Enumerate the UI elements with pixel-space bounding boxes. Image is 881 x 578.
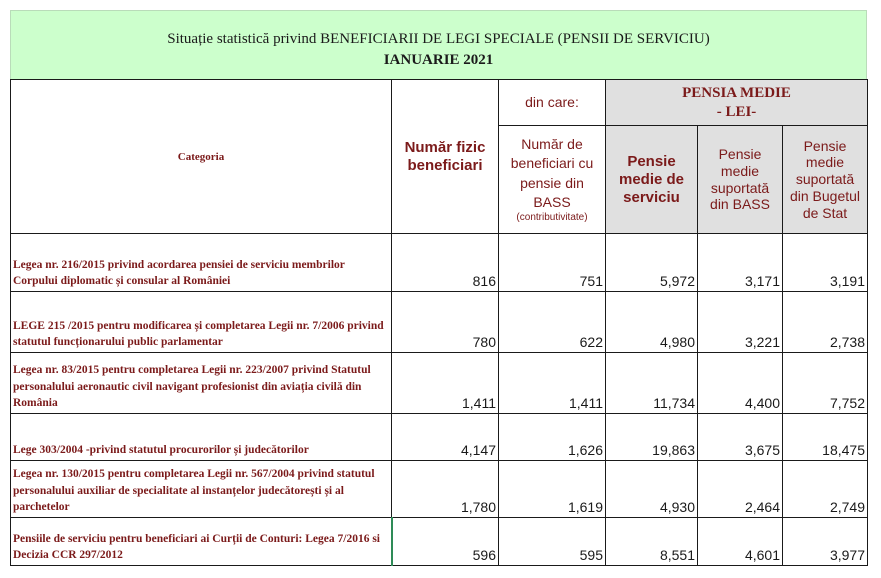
report-title: Situație statistică privind BENEFICIARII DE LEGI SPECIALE (PENSII DE SERVICIU) xyxy=(167,31,710,47)
row-pensie-serviciu: 11,734 xyxy=(606,353,698,414)
table-row xyxy=(11,414,868,461)
table-row xyxy=(11,234,868,292)
row-numar-fizic: 1,411 xyxy=(392,353,499,414)
row-pensie-buget: 2,749 xyxy=(783,461,868,518)
row-numar-bass: 595 xyxy=(499,518,606,566)
row-pensie-buget: 18,475 xyxy=(783,414,868,461)
row-numar-fizic: 4,147 xyxy=(392,414,499,461)
header-pensia-medie xyxy=(606,80,868,126)
statistics-sheet xyxy=(10,10,867,566)
table-row xyxy=(11,353,868,414)
row-pensie-serviciu: 4,930 xyxy=(606,461,698,518)
row-categoria: Legea nr. 83/2015 pentru completarea Legii nr. 223/2007 privind Statutul personalului aeronautic civil navigant profesionist din aviația civilă din România xyxy=(11,353,392,414)
row-numar-bass: 1,626 xyxy=(499,414,606,461)
row-pensie-bass: 4,400 xyxy=(698,353,783,414)
row-numar-fizic: 816 xyxy=(392,234,499,292)
header-bass-main: Număr de beneficiari cu pensie din BASS xyxy=(510,136,594,210)
row-pensie-buget: 3,191 xyxy=(783,234,868,292)
row-numar-bass: 751 xyxy=(499,234,606,292)
row-numar-bass: 622 xyxy=(499,292,606,353)
header-pensie-bass: Pensie medie suportată din BASS xyxy=(698,126,783,234)
row-pensie-serviciu: 4,980 xyxy=(606,292,698,353)
header-bass-beneficiari xyxy=(499,126,606,234)
header-pensia-medie-label: PENSIA MEDIE xyxy=(682,84,791,101)
row-categoria: Legea nr. 130/2015 pentru completarea Legii nr. 567/2004 privind statutul personalului auxiliar de specialitate al instanțelor judecătorești și al parchetelor xyxy=(11,461,392,518)
row-pensie-serviciu: 19,863 xyxy=(606,414,698,461)
table-row xyxy=(11,461,868,518)
report-period: IANUARIE 2021 xyxy=(383,52,494,68)
header-pensie-buget: Pensie medie suportată din Bugetul de Stat xyxy=(783,126,868,234)
row-numar-bass: 1,411 xyxy=(499,353,606,414)
row-pensie-buget: 2,738 xyxy=(783,292,868,353)
row-numar-fizic: 780 xyxy=(392,292,499,353)
row-numar-fizic: 1,780 xyxy=(392,461,499,518)
row-pensie-bass: 3,221 xyxy=(698,292,783,353)
row-categoria: LEGE 215 /2015 pentru modificarea și completarea Legii nr. 7/2006 privind statutul funcționarului public parlamentar xyxy=(11,292,392,353)
row-categoria: Pensiile de serviciu pentru beneficiari ai Curții de Conturi: Legea 7/2016 si Decizia CCR 297/2012 xyxy=(11,518,392,566)
title-banner xyxy=(10,10,867,79)
row-pensie-bass: 3,675 xyxy=(698,414,783,461)
row-pensie-bass: 2,464 xyxy=(698,461,783,518)
row-numar-bass: 1,619 xyxy=(499,461,606,518)
header-lei-label: - LEI- xyxy=(716,103,757,120)
row-pensie-buget: 3,977 xyxy=(783,518,868,566)
table-row xyxy=(11,518,868,566)
header-bass-note: (contributivitate) xyxy=(516,211,588,223)
beneficiaries-table xyxy=(10,79,868,566)
row-pensie-bass: 4,601 xyxy=(698,518,783,566)
row-pensie-serviciu: 5,972 xyxy=(606,234,698,292)
row-categoria: Legea nr. 216/2015 privind acordarea pensiei de serviciu membrilor Corpului diplomatic și consular al României xyxy=(11,234,392,292)
header-numar-fizic: Număr fizic beneficiari xyxy=(392,80,499,234)
header-categoria: Categoria xyxy=(11,80,392,234)
row-numar-fizic: 596 xyxy=(392,518,499,566)
row-pensie-serviciu: 8,551 xyxy=(606,518,698,566)
row-categoria: Lege 303/2004 -privind statutul procurorilor și judecătorilor xyxy=(11,414,392,461)
table-row xyxy=(11,292,868,353)
header-din-care: din care: xyxy=(499,80,606,126)
row-pensie-buget: 7,752 xyxy=(783,353,868,414)
header-pensie-serviciu: Pensie medie de serviciu xyxy=(606,126,698,234)
row-pensie-bass: 3,171 xyxy=(698,234,783,292)
